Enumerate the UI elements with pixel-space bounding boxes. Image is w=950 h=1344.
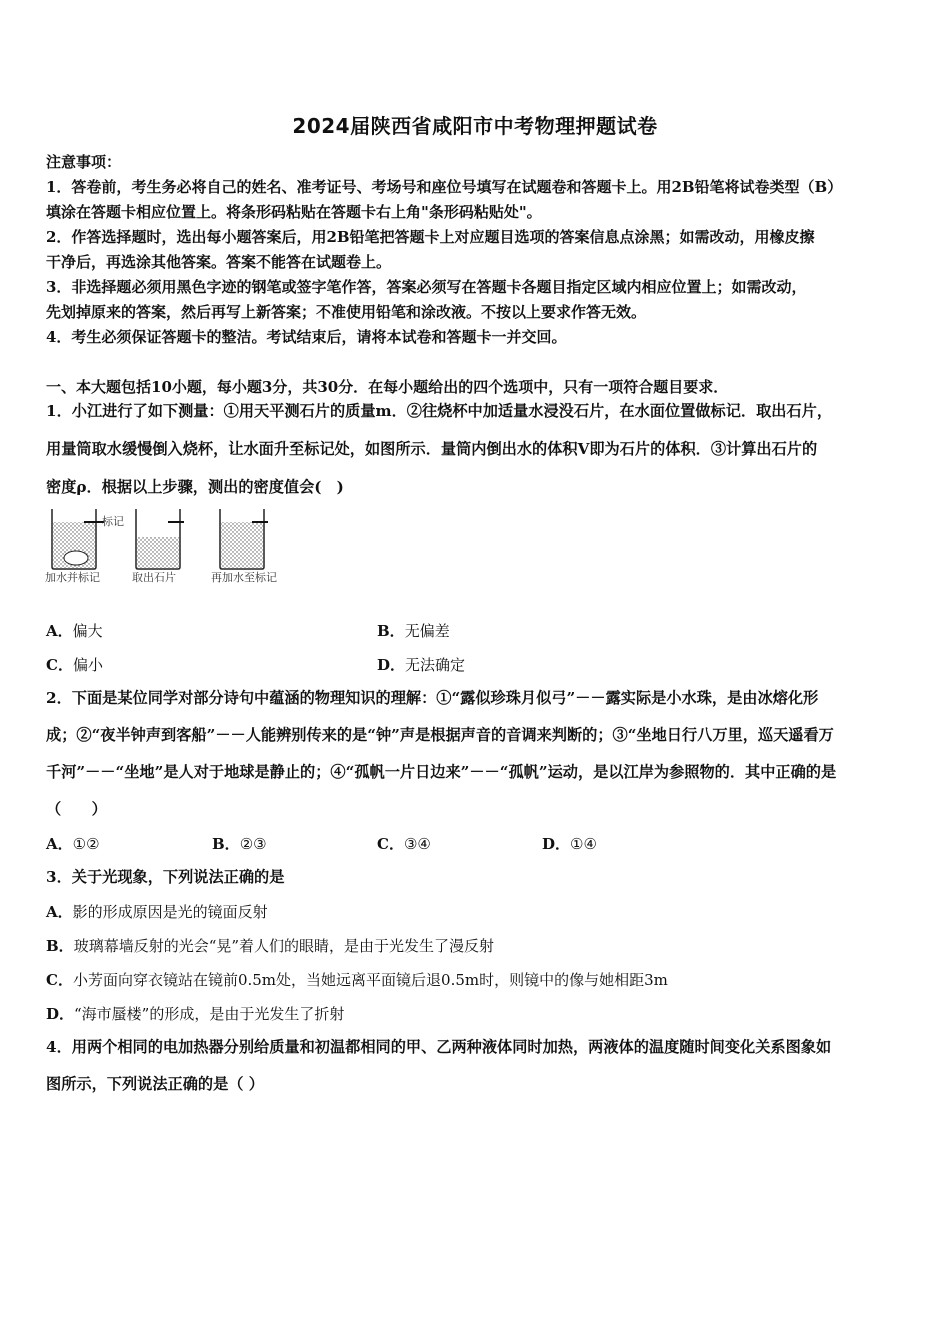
q2-option-a: A．①② xyxy=(46,835,100,853)
q3-stem: 3．关于光现象，下列说法正确的是 xyxy=(46,868,285,886)
q2-stem-line: 成；②“夜半钟声到客船”－－人能辨别传来的是“钟”声是根据声音的音调来判断的；③“坐地日行八万里，巡天遥看万 xyxy=(46,726,834,744)
caption-3: 再加水至标记 xyxy=(211,571,277,584)
caption-2: 取出石片 xyxy=(132,571,176,584)
page-title: 2024届陕西省咸阳市中考物理押题试卷 xyxy=(292,114,658,138)
beaker-3 xyxy=(220,509,268,569)
notice-line: 先划掉原来的答案，然后再写上新答案；不准使用铅笔和涂改液。不按以上要求作答无效。 xyxy=(46,303,647,321)
beaker-2 xyxy=(136,509,184,569)
q3-option-c: C．小芳面向穿衣镜站在镜前0.5m处，当她远离平面镜后退0.5m时，则镜中的像与她相距3m xyxy=(46,971,668,989)
notice-line: 填涂在答题卡相应位置上。将条形码粘贴在答题卡右上角"条形码粘贴处"。 xyxy=(46,203,542,221)
q1-option-b: B．无偏差 xyxy=(377,622,450,640)
q1-option-a: A．偏大 xyxy=(46,622,103,640)
q2-option-b: B．②③ xyxy=(212,835,267,853)
q2-stem-line: 2．下面是某位同学对部分诗句中蕴涵的物理知识的理解：①“露似珍珠月似弓”－－露实际是小水珠，是由冰熔化形 xyxy=(46,689,819,707)
notice-heading: 注意事项： xyxy=(46,153,122,171)
q4-stem-line: 4．用两个相同的电加热器分别给质量和初温都相同的甲、乙两种液体同时加热，两液体的温度随时间变化关系图象如 xyxy=(46,1038,832,1056)
q1-beaker-figure xyxy=(44,503,304,593)
notice-line: 2．作答选择题时，选出每小题答案后，用2B铅笔把答题卡上对应题目选项的答案信息点涂黑；如需改动，用橡皮擦 xyxy=(46,228,815,246)
mark-label: 标记 xyxy=(102,515,124,528)
q1-option-c: C．偏小 xyxy=(46,656,103,674)
notice-line: 1．答卷前，考生务必将自己的姓名、准考证号、考场号和座位号填写在试题卷和答题卡上。用2B铅笔将试卷类型（B） xyxy=(46,178,843,196)
caption-1: 加水并标记 xyxy=(45,571,100,584)
q2-stem-line: （ ） xyxy=(46,800,107,818)
q1-option-d: D．无法确定 xyxy=(377,656,466,674)
notice-line: 4．考生必须保证答题卡的整洁。考试结束后，请将本试卷和答题卡一并交回。 xyxy=(46,328,567,346)
q3-option-b: B．玻璃幕墙反射的光会“晃”着人们的眼睛，是由于光发生了漫反射 xyxy=(46,937,495,955)
beaker-1 xyxy=(52,509,104,569)
q3-option-a: A．影的形成原因是光的镜面反射 xyxy=(46,903,268,921)
q1-stem-line: 1．小江进行了如下测量：①用天平测石片的质量m．②往烧杯中加适量水浸没石片，在水面位置做标记．取出石片， xyxy=(46,402,833,420)
notice-line: 3．非选择题必须用黑色字迹的钢笔或签字笔作答，答案必须写在答题卡各题目指定区域内相应位置上；如需改动， xyxy=(46,278,807,296)
notice-line: 干净后，再选涂其他答案。答案不能答在试题卷上。 xyxy=(46,253,392,271)
q2-option-d: D．①④ xyxy=(542,835,597,853)
q1-stem-line: 密度ρ．根据以上步骤，测出的密度值会( ) xyxy=(46,478,344,496)
q1-stem-line: 用量筒取水缓慢倒入烧杯，让水面升至标记处，如图所示．量筒内倒出水的体积V即为石片的体积．③计算出石片的 xyxy=(46,440,818,458)
section-heading: 一、本大题包括10小题，每小题3分，共30分．在每小题给出的四个选项中，只有一项符合题目要求． xyxy=(46,378,729,396)
q3-option-d: D．“海市蜃楼”的形成，是由于光发生了折射 xyxy=(46,1005,345,1023)
q2-option-c: C．③④ xyxy=(377,835,431,853)
q4-stem-line: 图所示，下列说法正确的是（ ） xyxy=(46,1075,264,1093)
q2-stem-line: 千河”－－“坐地”是人对于地球是静止的；④“孤帆一片日边来”－－“孤帆”运动，是以江岸为参照物的．其中正确的是 xyxy=(46,763,837,781)
